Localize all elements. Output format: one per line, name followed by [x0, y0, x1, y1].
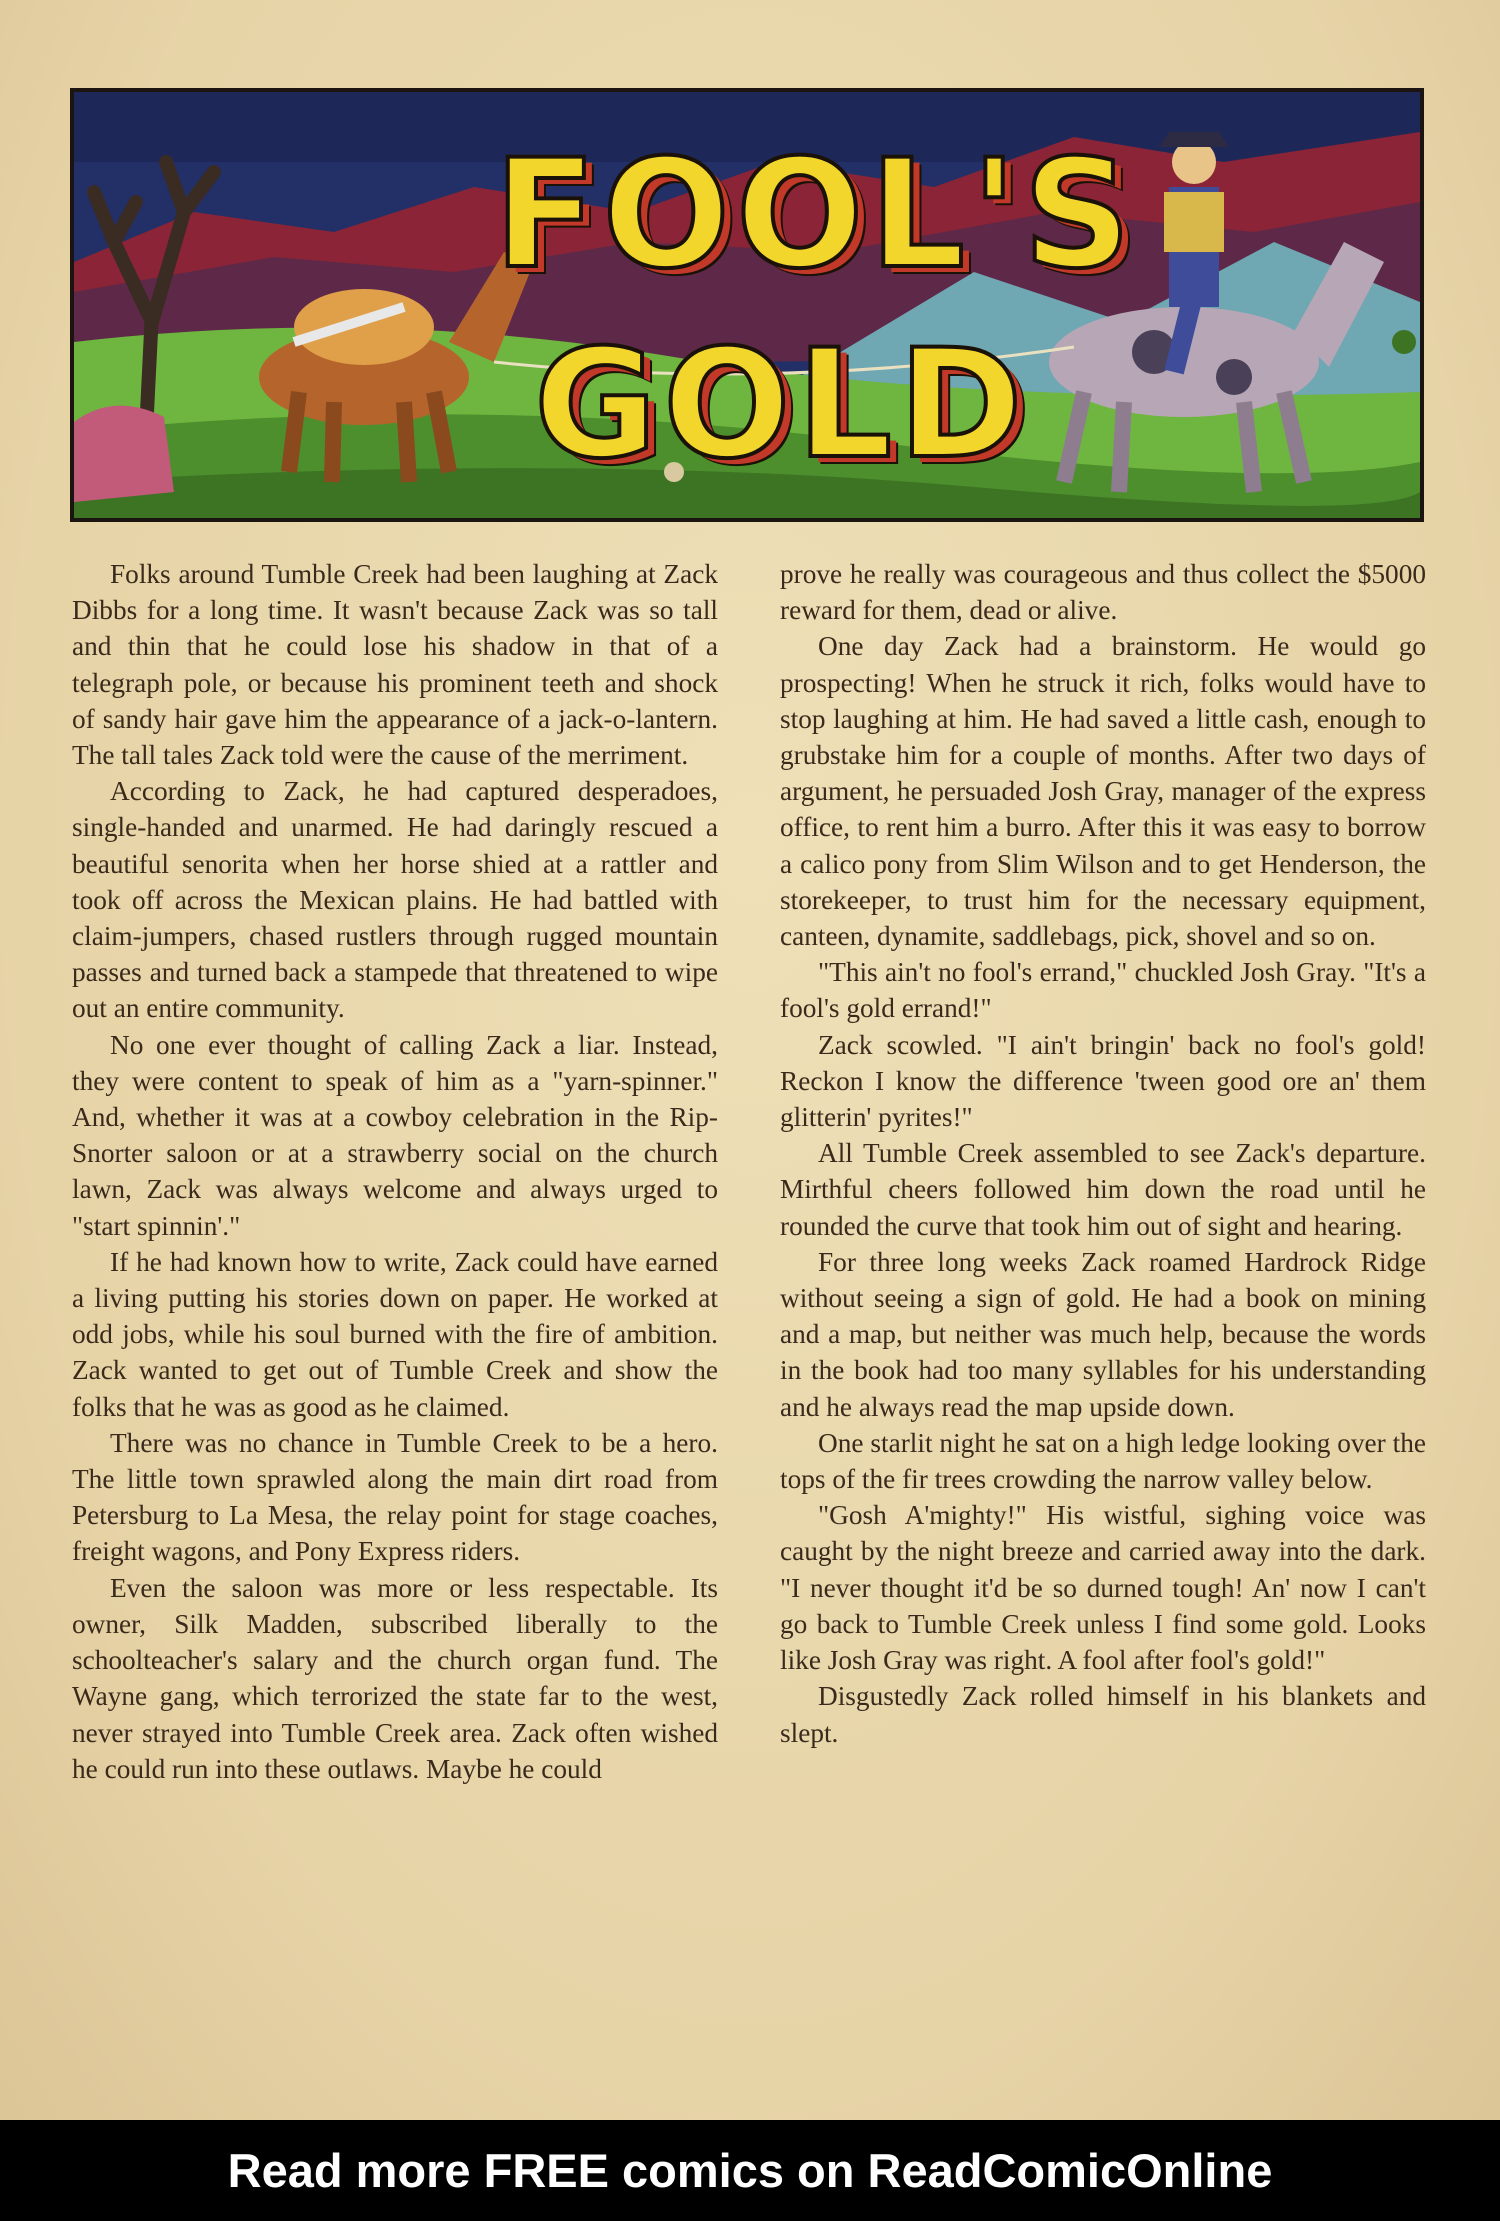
paragraph: If he had known how to write, Zack could have earned a living putting his stories down on paper. He worked at odd jobs, while his soul burned with the fire of ambition. Zack wanted to get out of Tumble Creek and show the folks that he was as good as he claimed. — [72, 1246, 718, 1422]
title-panel — [70, 88, 1424, 522]
paragraph: All Tumble Creek assembled to see Zack's departure. Mirthful cheers followed him down the road until he rounded the curve that took him out of sight and hearing. — [780, 1138, 1426, 1241]
paragraph: Zack scowled. "I ain't bringin' back no fool's gold! Reckon I know the difference 'tween good ore an' them glitterin' pyrites!" — [780, 1029, 1426, 1133]
story-title-line1: FOOL'S — [494, 128, 1138, 302]
text-column-right — [780, 556, 1426, 1751]
paragraph: According to Zack, he had captured desperadoes, single-handed and unarmed. He had daringly rescued a beautiful senorita when her horse shied at a rattler and took off across the Mexican plains. He had battled with claim-jumpers, chased rustlers through rugged mountain passes and turned back a stampede that threatened to wipe out an entire community. — [72, 776, 718, 1024]
paragraph: "This ain't no fool's errand," chuckled Josh Gray. "It's a fool's gold errand!" — [780, 957, 1426, 1024]
text-column-left — [72, 556, 718, 1787]
story-title-line2: GOLD — [534, 318, 1029, 492]
paragraph: Even the saloon was more or less respectable. Its owner, Silk Madden, subscribed liberally to the schoolteacher's salary and the church organ fund. The Wayne gang, which terrorized the state far to the west, never strayed into Tumble Creek area. Zack often wished he could run into these outlaws. Maybe he could — [72, 1572, 718, 1784]
paragraph: Disgustedly Zack rolled himself in his blankets and slept. — [780, 1681, 1426, 1748]
paragraph: One starlit night he sat on a high ledge looking over the tops of the fir trees crowding the narrow valley below. — [780, 1427, 1426, 1495]
promo-banner[interactable]: Read more FREE comics on ReadComicOnline — [0, 2120, 1500, 2221]
paragraph: "Gosh A'mighty!" His wistful, sighing voice was caught by the night breeze and carried away into the dark. "I never thought it'd be so durned tough! An' now I can't go back to Tumble Creek unless I find some gold. Looks like Josh Gray was right. A fool after fool's gold!" — [780, 1500, 1426, 1676]
paragraph: Folks around Tumble Creek had been laughing at Zack Dibbs for a long time. It wasn't because Zack was so tall and thin that he could lose his shadow in that of a telegraph pole, or because his prominent teeth and shock of sandy hair gave him the appearance of a jack-o-lantern. The tall tales Zack told were the cause of the merriment. — [72, 559, 718, 771]
paragraph: For three long weeks Zack roamed Hardrock Ridge without seeing a sign of gold. He had a book on mining and a map, but neither was much help, because the words in the book had too many syllables for his understanding and he always read the map upside down. — [780, 1246, 1426, 1422]
paragraph-continuation: prove he really was courageous and thus collect the $5000 reward for them, dead or alive. — [780, 559, 1426, 626]
paragraph: One day Zack had a brainstorm. He would go prospecting! When he struck it rich, folks would have to stop laughing at him. He had saved a little cash, enough to grubstake him for a couple of months. After two days of argument, he persuaded Josh Gray, manager of the express office, to rent him a burro. After this it was easy to borrow a calico pony from Slim Wilson and to get Henderson, the storekeeper, to trust him for the necessary equipment, canteen, dynamite, saddlebags, pick, shovel and so on. — [780, 631, 1426, 952]
paragraph: No one ever thought of calling Zack a liar. Instead, they were content to speak of him as a "yarn-spinner." And, whether it was at a cowboy celebration in the Rip-Snorter saloon or at a strawberry social on the church lawn, Zack was always welcome and always urged to "start spinnin'." — [72, 1029, 718, 1241]
paragraph: There was no chance in Tumble Creek to be a hero. The little town sprawled along the main dirt road from Petersburg to La Mesa, the relay point for stage coaches, freight wagons, and Pony Express riders. — [72, 1427, 718, 1567]
